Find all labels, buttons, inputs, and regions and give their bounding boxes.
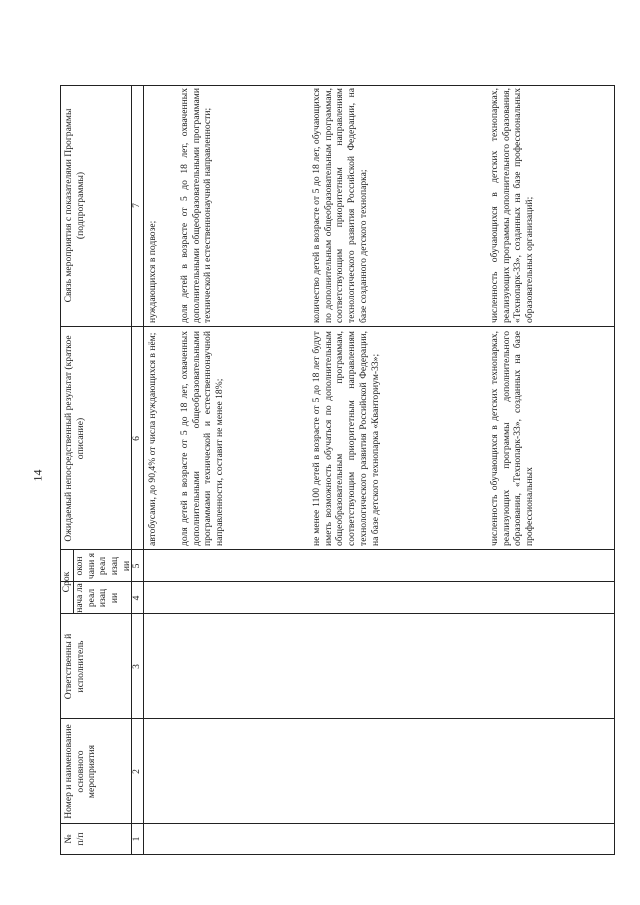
col-number-1: 1 xyxy=(131,836,142,842)
program-link-item: численность обучающихся в детских технопарках, реализующих программы дополнительного образования, «Технопарк-33», созданных на базе профессиональных образовательных организаций; xyxy=(489,88,536,323)
result-item: не менее 1100 детей в возрасте от 5 до 18 лет будут иметь возможность обучаться по дополнительным общеобразовательным программам, соответствующим приоритетным направлениям технологического развития Российской Федерации, на базе детского технопарка «Кванториум-33»; xyxy=(311,331,381,546)
header-start: нача ла реал изац ии xyxy=(74,583,121,613)
page-number: 14 xyxy=(30,469,45,482)
header-program-link: Связь мероприятия с показателями Программы (подпрограммы) xyxy=(63,108,86,303)
header-number: № п/п xyxy=(63,832,86,846)
program-link-item: доля детей в возрасте от 5 до 18 лет, охваченных дополнительными общеобразовательными программами технической и естественнонаучной направленности; xyxy=(179,88,214,323)
header-term: Срок xyxy=(61,571,72,593)
col-number-2: 2 xyxy=(131,769,142,774)
activities-table xyxy=(60,85,615,855)
header-responsible: Ответственны й исполнитель xyxy=(63,633,86,700)
col-number-6: 6 xyxy=(131,436,142,441)
rotated-table-container xyxy=(60,85,615,855)
col-number-4: 4 xyxy=(131,595,142,601)
header-end: окон чани я реал изац ии xyxy=(74,552,132,580)
program-link-item: количество детей в возрасте от 5 до 18 лет, обучающихся по дополнительным общеобразовательным программам, соответствующим приоритетным направлениям технологического развития Российской Федерации, на базе созданного детского технопарка; xyxy=(311,88,369,323)
result-item: автобусами, до 90,4% от числа нуждающихся в нём; xyxy=(147,332,158,546)
col-number-5: 5 xyxy=(131,563,142,569)
col-number-7: 7 xyxy=(131,203,142,208)
program-link-item: нуждающихся в подвозе; xyxy=(147,220,158,323)
result-item: численность обучающихся в детских технопарках, реализующих программы дополнительного образования, «Технопарк-33», созданных на базе профессиональных xyxy=(489,331,536,546)
header-expected-result: Ожидаемый непосредственный результат (краткое описание) xyxy=(63,335,86,542)
col-number-3: 3 xyxy=(131,664,142,669)
result-item: доля детей в возрасте от 5 до 18 лет, охваченных дополнительными общеобразовательными программами технической и естественнонаучной направленности, составит не менее 18%; xyxy=(179,331,226,546)
header-activity-name: Номер и наименование основного мероприятия xyxy=(63,724,98,819)
